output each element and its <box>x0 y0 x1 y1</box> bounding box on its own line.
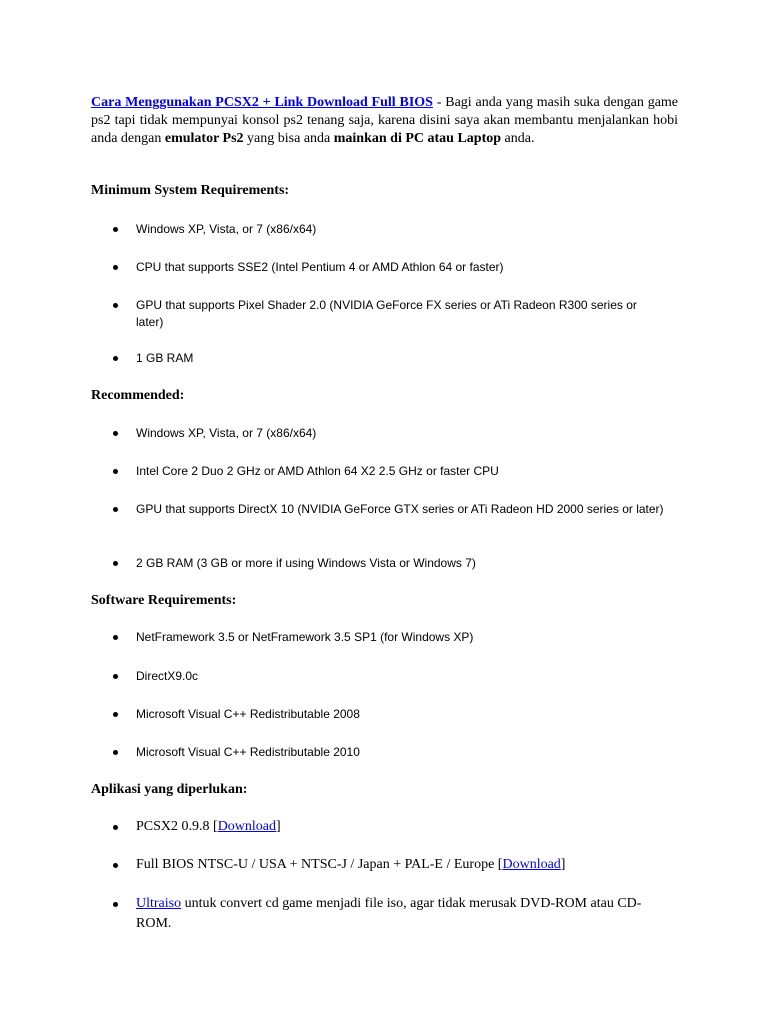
bullet-icon <box>113 674 118 679</box>
bullet-icon <box>113 750 118 755</box>
bullet-icon <box>113 303 118 308</box>
bullet-icon <box>113 227 118 232</box>
bullet-icon <box>113 265 118 270</box>
intro-bold-1: emulator Ps2 <box>164 131 244 146</box>
intro-text-3: anda. <box>501 131 535 146</box>
bullet-icon <box>113 469 118 474</box>
intro-text-1: - Bagi anda yang masih suka dengan game ps2 tapi tidak mempunyai konsol ps2 tenang saja, karena disini saya akan membantu menjalankan hobi anda dengan <box>91 95 679 146</box>
article-title-link[interactable]: Cara Menggunakan PCSX2 + Link Download Full BIOS <box>91 95 433 110</box>
bullet-icon <box>113 902 118 907</box>
intro-text-2: yang bisa anda <box>243 131 334 146</box>
bullet-icon <box>113 712 118 717</box>
intro-paragraph <box>91 94 678 148</box>
bullet-icon <box>113 507 118 512</box>
bullet-icon <box>113 561 118 566</box>
apps-heading: Aplikasi yang diperlukan: <box>91 782 248 797</box>
intro-bold-2: mainkan di PC atau Laptop <box>333 131 502 146</box>
recommended-heading: Recommended: <box>91 388 185 403</box>
ultraiso-link[interactable]: Ultraiso <box>136 896 182 911</box>
bullet-icon <box>113 635 118 640</box>
bullet-icon <box>113 863 118 868</box>
bios-download-link[interactable]: Download <box>502 857 561 872</box>
pcsx2-download-link[interactable]: Download <box>217 819 277 834</box>
bullet-icon <box>113 431 118 436</box>
bullet-icon <box>113 825 118 830</box>
bullet-icon <box>113 356 118 361</box>
minimum-requirements-heading: Minimum System Requirements: <box>91 183 290 198</box>
software-requirements-heading: Software Requirements: <box>91 593 237 608</box>
